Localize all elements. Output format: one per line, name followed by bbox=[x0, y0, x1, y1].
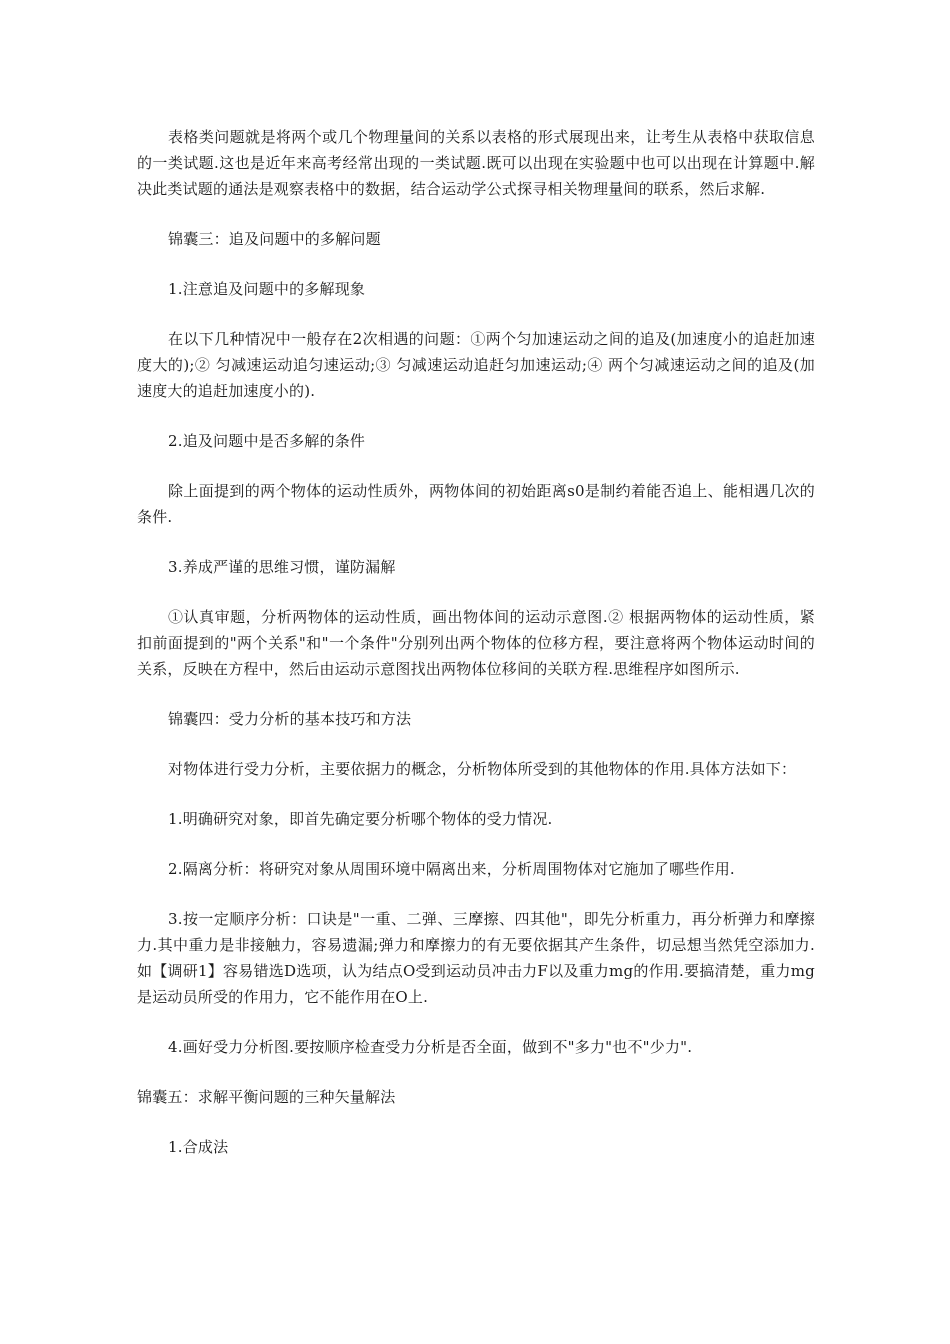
paragraph-initial-distance: 除上面提到的两个物体的运动性质外，两物体间的初始距离s0是制约着能否追上、能相遇几次的条件. bbox=[137, 482, 815, 526]
list-item-2: 2.追及问题中是否多解的条件 bbox=[168, 432, 366, 450]
list-item-force-2: 2.隔离分析：将研究对象从周围环境中隔离出来，分析周围物体对它施加了哪些作用. bbox=[168, 860, 735, 878]
paragraph-careful-review: ①认真审题，分析两物体的运动性质，画出物体间的运动示意图.② 根据两物体的运动性质，紧扣前面提到的"两个关系"和"一个条件"分别列出两个物体的位移方程，要注意将两个物体运动时间的关系，反映在方程中，然后由运动示意图找出两物体位移间的关联方程.思维程序如图所示. bbox=[137, 608, 815, 678]
paragraph-table-problems: 表格类问题就是将两个或几个物理量间的关系以表格的形式展现出来，让考生从表格中获取信息的一类试题.这也是近年来高考经常出现的一类试题.既可以出现在实验题中也可以出现在计算题中.解决此类试题的通法是观察表格中的数据，结合运动学公式探寻相关物理量间的联系，然后求解. bbox=[137, 128, 815, 198]
section-heading-tip-5: 锦囊五：求解平衡问题的三种矢量解法 bbox=[137, 1088, 396, 1106]
section-heading-tip-3: 锦囊三：追及问题中的多解问题 bbox=[168, 230, 381, 248]
paragraph-two-meetings: 在以下几种情况中一般存在2次相遇的问题：①两个匀加速运动之间的追及(加速度小的追赶加速度大的);② 匀减速运动追匀速运动;③ 匀减速运动追赶匀加速运动;④ 两个匀减速运动之间的追及(加速度大的追赶加速度小的). bbox=[137, 330, 815, 400]
list-item-force-4: 4.画好受力分析图.要按顺序检查受力分析是否全面，做到不"多力"也不"少力". bbox=[168, 1038, 693, 1056]
list-item-force-3: 3.按一定顺序分析：口诀是"一重、二弹、三摩擦、四其他"，即先分析重力，再分析弹力和摩擦力.其中重力是非接触力，容易遗漏;弹力和摩擦力的有无要依据其产生条件，切忌想当然凭空添加力.如【调研1】容易错选D选项，认为结点O受到运动员冲击力F以及重力mg的作用.要搞清楚，重力mg是运动员所受的作用力，它不能作用在O上. bbox=[137, 910, 815, 1006]
list-item-synthesis-method: 1.合成法 bbox=[168, 1138, 229, 1156]
section-heading-tip-4: 锦囊四：受力分析的基本技巧和方法 bbox=[168, 710, 412, 728]
list-item-3: 3.养成严谨的思维习惯，谨防漏解 bbox=[168, 558, 396, 576]
document-body bbox=[137, 124, 815, 1184]
list-item-1: 1.注意追及问题中的多解现象 bbox=[168, 280, 366, 298]
list-item-force-1: 1.明确研究对象，即首先确定要分析哪个物体的受力情况. bbox=[168, 810, 553, 828]
paragraph-force-analysis-intro: 对物体进行受力分析，主要依据力的概念，分析物体所受到的其他物体的作用.具体方法如下： bbox=[168, 760, 797, 778]
